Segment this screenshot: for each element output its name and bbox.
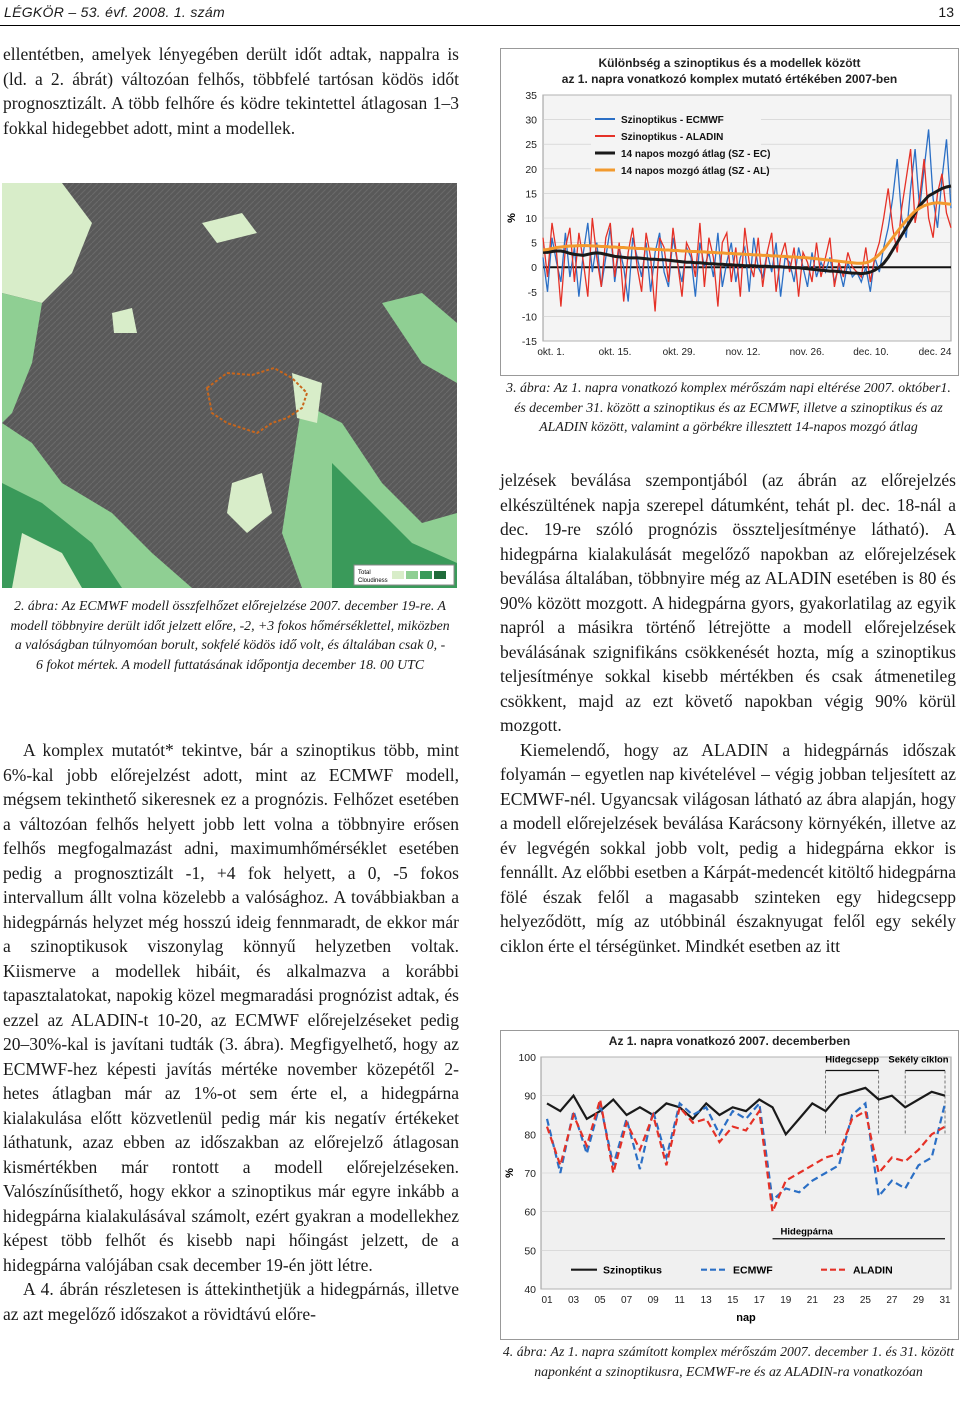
x-tick-label: 11 — [674, 1295, 685, 1306]
paragraph: A 4. ábrán részletesen is áttekinthetjük a hidegpárnás, illetve az azt megelőző időszakot a rövidtávú előre- — [3, 1279, 459, 1324]
x-tick-label: 03 — [567, 1295, 580, 1306]
chart-title: Az 1. napra vonatkozó 2007. decemberben — [608, 1034, 851, 1048]
legend-label: Total — [358, 570, 371, 576]
page-header — [0, 0, 960, 26]
x-tick-label: 25 — [859, 1295, 871, 1306]
legend-label: 14 napos mozgó átlag (SZ - AL) — [621, 166, 770, 177]
y-tick-label: 70 — [524, 1168, 536, 1180]
paragraph: Kiemelendő, hogy az ALADIN a hidegpárnás időszak folyamán – egyetlen nap kivételével – végig jobban teljesített az ECMWF-nél. Ugyancsak világosan látható az ábra alapján, hogy a modell előrejelzések beválása Karácsony környékén, illetve az év legvégén sokkal jobb volt, pedig a hidegpárna ekkor is fennállt. Az előbbi esetben a Kárpát-medencét kitöltő hidegpárna fölé észak felől a magasabb szinteken egy hidegcsepp helyeződött, míg az utóbbinál északnyugat felől egy sekély ciklon érte el térségünket. Mindkét esetben az itt — [500, 739, 956, 956]
legend-label: 14 napos mozgó átlag (SZ - EC) — [621, 149, 771, 160]
y-tick-label: 0 — [531, 262, 537, 275]
x-tick-label: 31 — [939, 1295, 951, 1306]
y-tick-label: 5 — [531, 237, 537, 250]
annotation-label: Hidegpárna — [780, 1226, 833, 1238]
x-tick-label: 19 — [780, 1295, 792, 1306]
y-tick-label: 25 — [525, 139, 537, 152]
left-text-top — [3, 42, 459, 140]
y-axis-label: % — [504, 1168, 516, 1178]
chart-title: Különbség a szinoptikus és a modellek között — [598, 56, 861, 70]
journal-title: LÉGKÖR – 53. évf. 2008. 1. szám — [4, 4, 225, 20]
annotation-label: Hidegcsepp — [825, 1054, 880, 1066]
y-tick-label: 35 — [525, 90, 537, 102]
paragraph: ellentétben, amelyek lényegében derült időt adtak, nappalra is (ld. a 2. ábrát) változóan felhős, többfelé tartósan ködös időt prognosztizált. A több felhőre és ködre tekintettel átlagosan 1–3 fokkal hidegebbet adott, mint a modellek. — [3, 44, 459, 138]
x-tick-label: okt. 29. — [662, 347, 696, 358]
y-tick-label: -15 — [521, 336, 537, 348]
figure-2-map — [2, 183, 457, 588]
y-tick-label: 90 — [524, 1090, 536, 1103]
y-tick-label: -10 — [521, 311, 537, 324]
paragraph: jelzések beválása szempontjából (az ábrán az előrejelzés elkészültének napja szerepel dátumként, tehát pl. dec. 18-nál a dec. 19-re szóló prognózis összteljesítménye látható). A hidegpárna kialakulását megelőző napokban az előrejelzések beválása általában, többnyire még az ALADIN esetében is 80 és 90% között mozgott. A hidegpárna gyors, gyakorlatilag az egyik napról a másikra történő létrejötte a modell előrejelzések beválásának szignifikáns csökkenését hozta, míg a szinoptikus teljesítménye sokkal kisebb mértékben és csak átmenetileg csökkent, majd az ezt követő napokban végig 90% körül mozgott. — [500, 470, 956, 735]
y-tick-label: 60 — [524, 1206, 536, 1219]
y-axis-label: % — [506, 213, 518, 223]
x-axis-label: nap — [736, 1312, 756, 1324]
legend-label: Szinoptikus - ECMWF — [621, 115, 724, 126]
page-number: 13 — [938, 4, 954, 20]
y-tick-label: 100 — [518, 1052, 536, 1064]
y-tick-label: 50 — [524, 1245, 536, 1258]
x-tick-label: 15 — [727, 1295, 739, 1306]
x-tick-label: nov. 12. — [725, 347, 761, 358]
header-rule — [0, 25, 960, 26]
figure-4-chart — [500, 1030, 959, 1340]
legend-label: ECMWF — [733, 1264, 773, 1277]
x-tick-label: 29 — [912, 1295, 925, 1306]
x-tick-label: dec. 24 — [918, 347, 952, 358]
x-tick-label: okt. 15. — [598, 347, 632, 358]
legend-label: Cloudiness — [358, 578, 388, 584]
annotation-label: Sekély ciklon — [888, 1054, 949, 1066]
legend-label: Szinoptikus - ALADIN — [621, 132, 724, 143]
x-tick-label: 05 — [594, 1295, 606, 1306]
x-tick-label: 21 — [806, 1295, 818, 1306]
y-tick-label: -5 — [527, 286, 537, 299]
figure-4-caption: 4. ábra: Az 1. napra számított komplex mérőszám 2007. december 1. és 31. között naponként a szinoptikusra, ECMWF-re és az ALADIN-ra vonatkozóan — [502, 1344, 955, 1379]
y-tick-label: 10 — [525, 213, 537, 225]
y-tick-label: 15 — [525, 188, 537, 201]
december-line-chart — [501, 1031, 958, 1339]
left-body-text — [3, 738, 459, 1326]
chart-title: az 1. napra vonatkozó komplex mutató értékében 2007-ben — [561, 72, 898, 86]
x-tick-label: 13 — [700, 1295, 712, 1306]
x-tick-label: 09 — [647, 1295, 659, 1306]
y-tick-label: 20 — [525, 163, 537, 176]
legend-label: Szinoptikus — [603, 1264, 662, 1277]
x-tick-label: nov. 26. — [789, 347, 825, 358]
x-tick-label: 27 — [886, 1295, 898, 1306]
y-tick-label: 30 — [525, 114, 537, 127]
x-tick-label: okt. 1. — [537, 347, 565, 358]
x-tick-label: 07 — [621, 1295, 633, 1306]
y-tick-label: 80 — [524, 1129, 536, 1142]
cloud-map-image — [2, 183, 457, 588]
y-tick-label: 40 — [524, 1284, 536, 1296]
x-tick-label: 23 — [833, 1295, 845, 1306]
figure-3-chart — [500, 48, 959, 376]
paragraph: A komplex mutatót* tekintve, bár a szinoptikus több, mint 6%-kal jobb előrejelzést adott, mint az ECMWF modell, mégsem tekinthető sikeresnek ez a prognózis. Felhőzet esetében a változóan felhős helyett jobb lett volna a többnyire erősen felhős megfogalmazást adni, maximumhőmérséklet esetében pedig a prognosztizált -1, +4 fok helyett, a 0, -5 fokos intervallum állt volna közelebb a valósághoz. A továbbiakban a hidegpárnás helyzet még hosszú ideig fennmaradt, de ekkor már a szinoptikusok viszonylag könnyű helyzetben voltak. Kiismerve a modellek hibáit, és alkalmazva a korábbi tapasztalatokat, napokig közel megmaradási prognózist adtak, és ezzel az ALADIN-t 10-20, az ECMWF előrejelzéseket pedig 20–30%-kal is javítani tudták (3. ábra). Megfigyelhető, hogy az ECMWF-hez képesti javítás mértéke november közepétől 2-hetes átlagban már az 1%-ot sem érte el, a hidegpárna kialakulása előtt közvetlenül pedig már kis negatív értékeket láthatunk, azaz ebben az időszakban az előrejelző átlagosan kismértékben már rontott a modell előrejelzéseken. Valószínűsíthető, hogy ekkor a szinoptikus már egyre inkább a hidegpárna kialakulásával számolt, ezért gyakran a modellekhez képest több felhőt és kisebb napi hőingást jelzett, de a hidegpárna valójában csak december 19-én jött létre. — [3, 740, 459, 1275]
right-body-text — [500, 468, 956, 958]
legend-label: ALADIN — [853, 1264, 893, 1277]
x-tick-label: dec. 10. — [853, 347, 889, 358]
x-tick-label: 17 — [753, 1295, 765, 1306]
difference-line-chart — [501, 49, 958, 375]
figure-2-caption: 2. ábra: Az ECMWF modell összfelhőzet előrejelzése 2007. december 19-re. A modell többnyire derült időt jelzett előre, -2, +3 fokos hőmérséklettel, miközben a valóságban túlnyomóan borult, sokfelé ködös idő volt, és általában csak 0, - 6 fokot mértek. A modell futtatásának időpontja december 18. 00 UTC — [10, 598, 450, 672]
x-tick-label: 01 — [541, 1295, 553, 1306]
figure-3-caption: 3. ábra: Az 1. napra vonatkozó komplex mérőszám napi eltérése 2007. október1. és december 31. között a szinoptikus és az ECMWF, illetve a szinoptikus és az ALADIN között, valamint a görbékre illesztett 14-napos mozgó átlag — [506, 380, 951, 435]
